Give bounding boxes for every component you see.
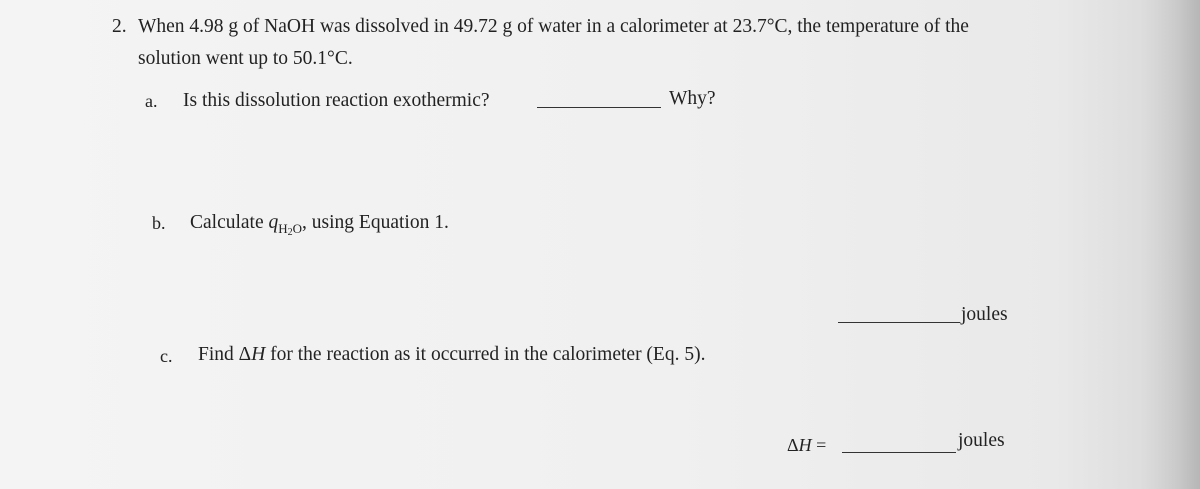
part-b-unit: joules: [961, 304, 1008, 325]
part-b-suffix: , using Equation 1.: [302, 212, 449, 233]
part-c-prompt-pre: Find Δ: [198, 344, 252, 365]
part-a-letter: a.: [145, 91, 158, 111]
question-text-line1: When 4.98 g of NaOH was dissolved in 49.72 g of water in a calorimeter at 23.7°C, the temperature of the: [138, 16, 969, 37]
part-c-answer-blank[interactable]: [842, 452, 956, 453]
delta-h-h: H: [798, 435, 812, 455]
question-number: 2.: [112, 16, 127, 37]
delta-h-label: [787, 436, 826, 454]
part-c-prompt-h: H: [251, 344, 266, 365]
part-c-letter: c.: [160, 346, 173, 366]
part-b-answer-blank[interactable]: [838, 322, 960, 323]
q-subscript-o: O: [292, 221, 303, 236]
part-b-prompt: [190, 213, 449, 238]
q-subscript: [278, 221, 302, 236]
delta-h-delta: Δ: [787, 435, 799, 455]
page-edge-shadow: [1140, 0, 1200, 489]
part-c-unit: joules: [958, 430, 1005, 451]
delta-h-eq: =: [811, 435, 827, 455]
part-a-answer-blank[interactable]: [537, 107, 661, 108]
part-b-prompt-text: Calculate: [190, 212, 264, 233]
part-a-why: Why?: [669, 88, 716, 109]
part-a-prompt: Is this dissolution reaction exothermic?: [183, 90, 490, 111]
q-subscript-h: H: [278, 221, 288, 236]
part-c-prompt: [198, 345, 705, 365]
part-b-letter: b.: [152, 213, 166, 233]
part-c-prompt-post: for the reaction as it occurred in the calorimeter (Eq. 5).: [265, 344, 706, 365]
question-text-line2: solution went up to 50.1°C.: [138, 48, 353, 69]
q-subscript-2: 2: [287, 227, 293, 238]
q-symbol: q: [268, 212, 279, 233]
